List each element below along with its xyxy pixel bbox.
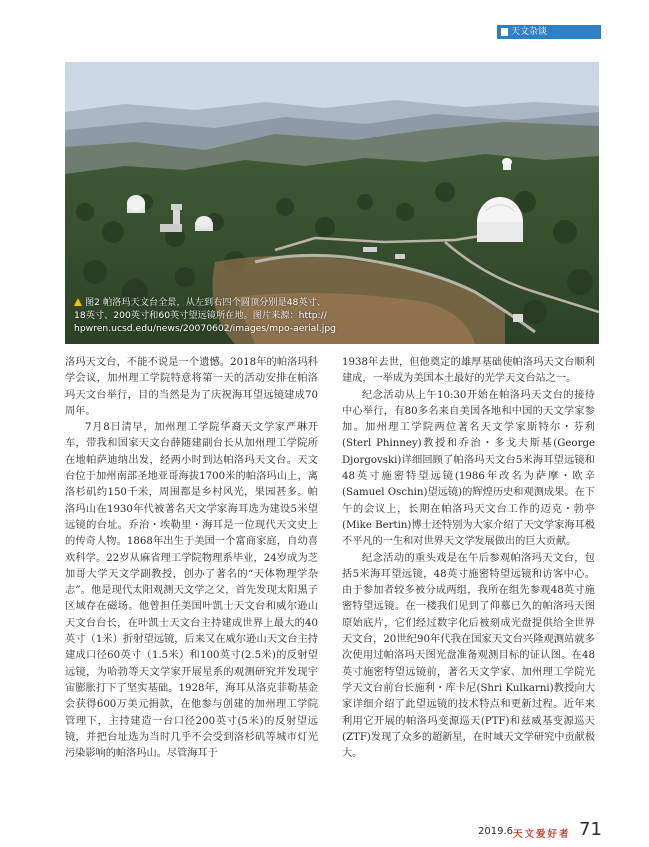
magazine-name: 天文爱好者	[513, 829, 571, 840]
caption-line-1: 图2 帕洛玛天文台全景，从左到右四个圆顶分别是48英寸、	[85, 297, 326, 308]
caption-line-3: hpwren.ucsd.edu/news/20070602/images/mpo-aerial.jpg	[74, 323, 337, 334]
page-number: 71	[579, 819, 602, 840]
left-paragraph-2: 7月8日清早，加州理工学院华裔天文学家严琳开车，带我和国家天文台薛随建副台长从加州理工学院所在地帕萨迪纳出发，经两小时到达帕洛玛天文台。天文台位于加州南部圣地亚哥海拔1700米的帕洛玛山上，离洛杉矶约150千米，周围都是乡村风光，果园甚多。帕洛玛山在1930年代被著名天文学家海耳选为建设5米望远镜的台址。乔治・埃勒里・海耳是一位现代天文史上的传奇人物。1868年出生于美国一个富商家庭，自幼喜欢科学。22岁从麻省理工学院物理系毕业，24岁成为芝加哥大学天文学副教授，创办了著名的“天体物理学杂志”。他是现代太阳观测天文学之父，首先发现太阳黑子区域存在磁场。他曾担任美国叶凯士天文台和威尔逊山天文台台长，在叶凯士天文台主持建成世界上最大的40英寸（1米）折射望远镜，后来又在威尔逊山天文台主持建成口径60英寸（1.5米）和100英寸(2.5米)的反射望远镜，为哈勃等天文学家开展星系的观测研究并发现宇宙膨胀打下了坚实基础。1928年，海耳从洛克菲勒基金会获得600万美元捐款，在他参与创建的加州理工学院管理下，主持建造一台口径200英寸(5米)的反射望远镜，并把台址选为当时几乎不会受到洛杉矶等城市灯光污染影响的帕洛玛山。尽管海耳于	[65, 422, 318, 760]
right-column	[342, 355, 595, 762]
caption-line-2: 18英寸、200英寸和60英寸望远镜所在地。图片来源：http://	[74, 310, 327, 321]
left-column	[65, 355, 318, 762]
section-tag: 天文杂谈	[497, 25, 601, 39]
right-paragraph-1: 1938年去世，但他奠定的雄厚基础使帕洛玛天文台顺利建成，一举成为美国本土最好的光学天文台站之一。	[342, 357, 595, 385]
issue-number: 2019.6	[478, 826, 513, 837]
caption-triangle-icon	[74, 298, 82, 306]
right-paragraph-2: 纪念活动从上午10:30开始在帕洛玛天文台的接待中心举行，有80多名来自美国各地和中国的天文学家参加。加州理工学院两位著名天文学家斯特尔・芬利(Sterl Phinney)教授和乔治・多戈夫斯基(George Djorgovski)详细回顾了帕洛玛天文台5米海耳望远镜和48英寸施密特望远镜(1986年改名为萨摩・欧辛(Samuel Oschin)望远镜)的辉煌历史和观测成果。在下午的会议上，长期在帕洛玛天文台工作的迈克・勃亭(Mike Bertin)博士还特别为大家介绍了天文学家海耳极不平凡的一生和对世界天文学发展做出的巨大贡献。	[342, 389, 595, 548]
right-paragraph-3: 纪念活动的重头戏是在午后参观帕洛玛天文台，包括5米海耳望远镜，48英寸施密特望远镜和访客中心。由于参加者较多被分成两组，我所在组先参观48英寸施密特望远镜。在一楼我们见到了仰慕已久的帕洛玛天图原始底片，它们经过数字化后被刻成光盘提供给全世界天文台，20世纪90年代我在国家天文台兴隆观测站就多次使用过帕洛玛天图光盘准备观测目标的证认图。在48英寸施密特望远镜前，著名天文学家、加州理工学院光学天文台前台长施利・库卡尼(Shri Kulkarni)教授向大家详细介绍了此望远镜的技术特点和更新过程。近年来利用它开展的帕洛玛变源巡天(PTF)和兹威基变源巡天(ZTF)发现了众多的超新星，在时域天文学研究中贡献极大。	[342, 552, 596, 760]
left-paragraph-1: 洛玛天文台，不能不说是一个遗憾。2018年的帕洛玛科学会议，加州理工学院特意将第一天的活动安排在帕洛玛天文台举行，目的当然是为了庆祝海耳望远镜建成70周年。	[65, 357, 318, 417]
photo-caption	[74, 296, 374, 335]
